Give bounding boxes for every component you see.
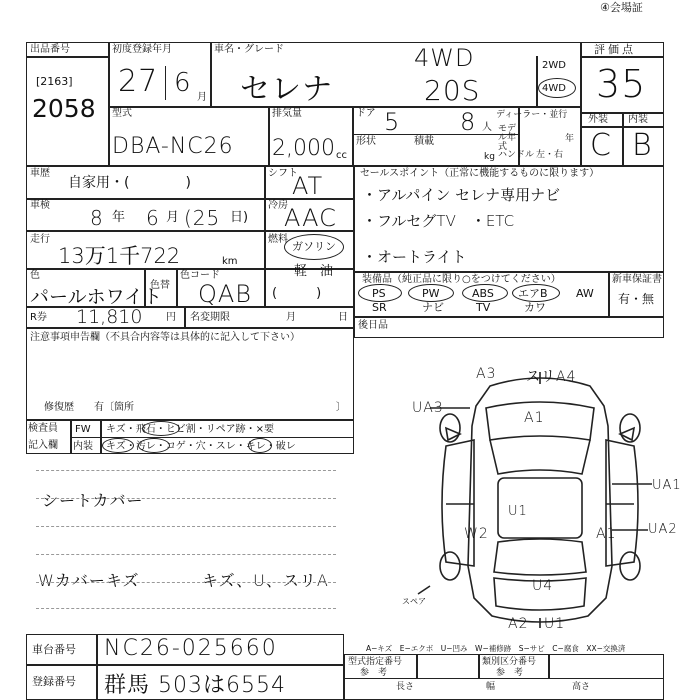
notes-title: 注意事項申告欄（不具合内容等は具体的に記入して下さい）	[30, 332, 300, 343]
inspection-year: 8	[90, 206, 104, 230]
equip-navi: ナビ	[422, 301, 444, 314]
inspection-month-unit: 月	[166, 210, 180, 225]
diag-w2: W2	[464, 526, 489, 542]
mileage-value: 13万1千722	[58, 244, 181, 268]
recycle-label: R券	[30, 312, 47, 323]
doors-value: 5	[384, 108, 401, 136]
handle-label: ハンドル	[498, 150, 535, 160]
shift-value: AT	[292, 172, 324, 200]
warranty-label: 新車保証書	[612, 274, 662, 285]
repair-end: 〕	[336, 402, 346, 413]
color-value: パールホワイト	[30, 286, 163, 308]
selling-point-3: ・オートライト	[362, 248, 467, 266]
score-label: 評価点	[594, 43, 636, 56]
type-designation-label: 型式指定番号	[348, 657, 403, 667]
grade: 20S	[424, 74, 481, 107]
recycle-unit: 円	[166, 312, 176, 323]
aircon-label: 冷房	[268, 200, 288, 211]
score-value: 35	[596, 62, 647, 106]
after-label: 後日品	[358, 320, 388, 331]
handnote-seat-cover: シートカバー	[42, 491, 144, 510]
diag-u1: U1	[508, 504, 528, 519]
diag-a1-side: A1	[596, 526, 617, 542]
equip-leather: カワ	[524, 301, 546, 314]
drive-opt-4wd: 4WD	[542, 83, 566, 94]
model-value: DBA-NC26	[112, 134, 234, 159]
equip-sr: SR	[372, 301, 387, 314]
name-change-day: 日	[338, 312, 348, 323]
color-label: 色	[30, 270, 40, 281]
first-reg-month: 6	[174, 68, 192, 98]
equip-tv: TV	[476, 301, 491, 314]
color-code-label: 色コード	[180, 270, 220, 281]
lot-label: 出品番号	[30, 44, 70, 55]
handle-opts: 左・右	[536, 150, 564, 160]
handnote-scratch: キズ、U、スリA	[202, 571, 329, 590]
damage-legend: A−キズ E−エクボ U−凹み W−補修跡 S−サビ C−腐食 XX−交換済	[366, 644, 626, 653]
use-value: 自家用・( )	[68, 175, 191, 191]
inspector-label-2: 記入欄	[28, 440, 58, 451]
capacity-value: 8	[460, 108, 477, 136]
selling-title: セールスポイント（正常に機能するものに限ります）	[360, 168, 600, 179]
equip-abs: ABS	[472, 287, 494, 300]
fw-label: FW	[75, 424, 91, 435]
dealer-label: ディーラー・並行	[496, 110, 568, 120]
selling-point-1: ・アルパイン セレナ専用ナビ	[362, 186, 561, 204]
warranty-value: 有・無	[618, 292, 655, 306]
ext-label: 外装	[588, 114, 608, 125]
shape-label: 形状	[356, 136, 376, 147]
int-label: 内装	[628, 114, 648, 125]
chassis-label: 車台番号	[32, 643, 76, 656]
name-change-month: 月	[286, 312, 296, 323]
type-ref: 参 考	[360, 668, 388, 678]
length-label: 長さ	[396, 682, 415, 692]
equipment-title: 装備品（純正品に限り○をつけてください）	[362, 274, 561, 285]
scratch-circle	[102, 438, 134, 453]
name-change-label: 名変期限	[190, 312, 230, 323]
plate-number: 群馬 503は6554	[104, 673, 286, 698]
chassis-number: NC26-025660	[104, 636, 278, 661]
displacement-unit: cc	[336, 150, 347, 161]
model-label: 型式	[112, 108, 132, 119]
first-reg-year: 27	[118, 64, 159, 99]
inspector-label-1: 検査員	[28, 423, 58, 434]
fw-items: キズ・飛石・ヒビ割・リペア跡・×要	[106, 424, 274, 435]
displacement-value: 2,000	[272, 136, 335, 161]
diag-a3: A3	[476, 366, 497, 382]
drive-type: 4WD	[414, 44, 475, 72]
equip-aw: AW	[576, 287, 594, 300]
doors-label: ドア	[356, 108, 376, 119]
first-reg-label: 初度登録年月	[112, 44, 172, 55]
int-items: キズ・汚レ・コゲ・穴・スレ・キレ・破レ	[106, 441, 296, 452]
mileage-unit: km	[222, 256, 238, 267]
diag-u1b: U1	[544, 616, 566, 632]
mileage-label: 走行	[30, 234, 50, 245]
inspection-day: (25	[184, 206, 221, 230]
diag-a1-top: A1	[524, 410, 545, 426]
car-name-label: 車名・グレード	[214, 44, 284, 55]
fuel-paren: ( )	[272, 286, 322, 301]
first-reg-month-unit: 月	[197, 92, 207, 103]
recycle-value: 11,810	[76, 306, 143, 328]
equip-pw: PW	[422, 287, 440, 300]
drive-opt-2wd: 2WD	[542, 60, 566, 71]
use-label: 車歴	[30, 168, 50, 179]
inspection-label: 車検	[30, 200, 50, 211]
fuel-diesel: 軽 油	[294, 264, 334, 279]
class-designation-label: 類別区分番号	[482, 657, 537, 667]
lot-code: [2163]	[36, 75, 73, 88]
header-mark: ④会場証	[600, 1, 643, 14]
year-label: 年	[565, 134, 575, 144]
capacity-unit: 人	[482, 122, 492, 133]
diag-a2: A2	[508, 616, 529, 632]
equipment-row-1	[358, 284, 604, 302]
handnote-w-cover: Wカバーキズ	[38, 571, 140, 590]
diag-ua2: UA2	[648, 522, 678, 537]
capacity-label: 積載	[414, 136, 434, 147]
displacement-label: 排気量	[272, 108, 302, 119]
inspection-day-unit: 日)	[230, 210, 249, 225]
aircon-value: AAC	[284, 204, 337, 232]
diag-ua3: UA3	[412, 400, 444, 416]
color-code: QAB	[198, 280, 253, 308]
color-change-label: 色替	[150, 280, 170, 291]
inspection-month: 6	[146, 206, 160, 230]
int-score: B	[632, 128, 653, 163]
width-label: 幅	[486, 682, 496, 692]
flying-stone-circle	[142, 421, 180, 436]
int-label-row: 内装	[73, 441, 93, 452]
lot-number: 2058	[32, 94, 96, 123]
selling-point-2: ・フルセグTV ・ETC	[362, 212, 515, 230]
plate-label: 登録番号	[32, 675, 76, 688]
model-year-label: モデル年式	[498, 124, 517, 152]
kg-label: kg	[484, 152, 495, 162]
wear-circle	[248, 438, 272, 453]
equip-ps: PS	[372, 287, 386, 300]
dashed-lines	[36, 470, 346, 610]
ext-score: C	[590, 128, 612, 163]
car-name: セレナ	[240, 72, 333, 107]
repair-history: 修復歴 有〔箇所	[44, 402, 134, 413]
shift-label: シフト	[268, 168, 298, 179]
diag-spare: スペア	[402, 597, 426, 606]
diag-u4: U4	[532, 578, 554, 594]
fuel-gas: ガソリン	[292, 240, 336, 253]
stain-circle	[138, 438, 170, 453]
diag-ua1: UA1	[652, 478, 682, 493]
inspection-year-unit: 年	[112, 210, 126, 225]
fuel-label: 燃料	[268, 234, 288, 245]
diag-sli4: スリA4	[526, 369, 577, 385]
height-label: 高さ	[572, 682, 591, 692]
equipment-row-2	[358, 302, 604, 316]
class-ref: 参 考	[496, 668, 524, 678]
equip-airbag: エアB	[518, 287, 548, 300]
